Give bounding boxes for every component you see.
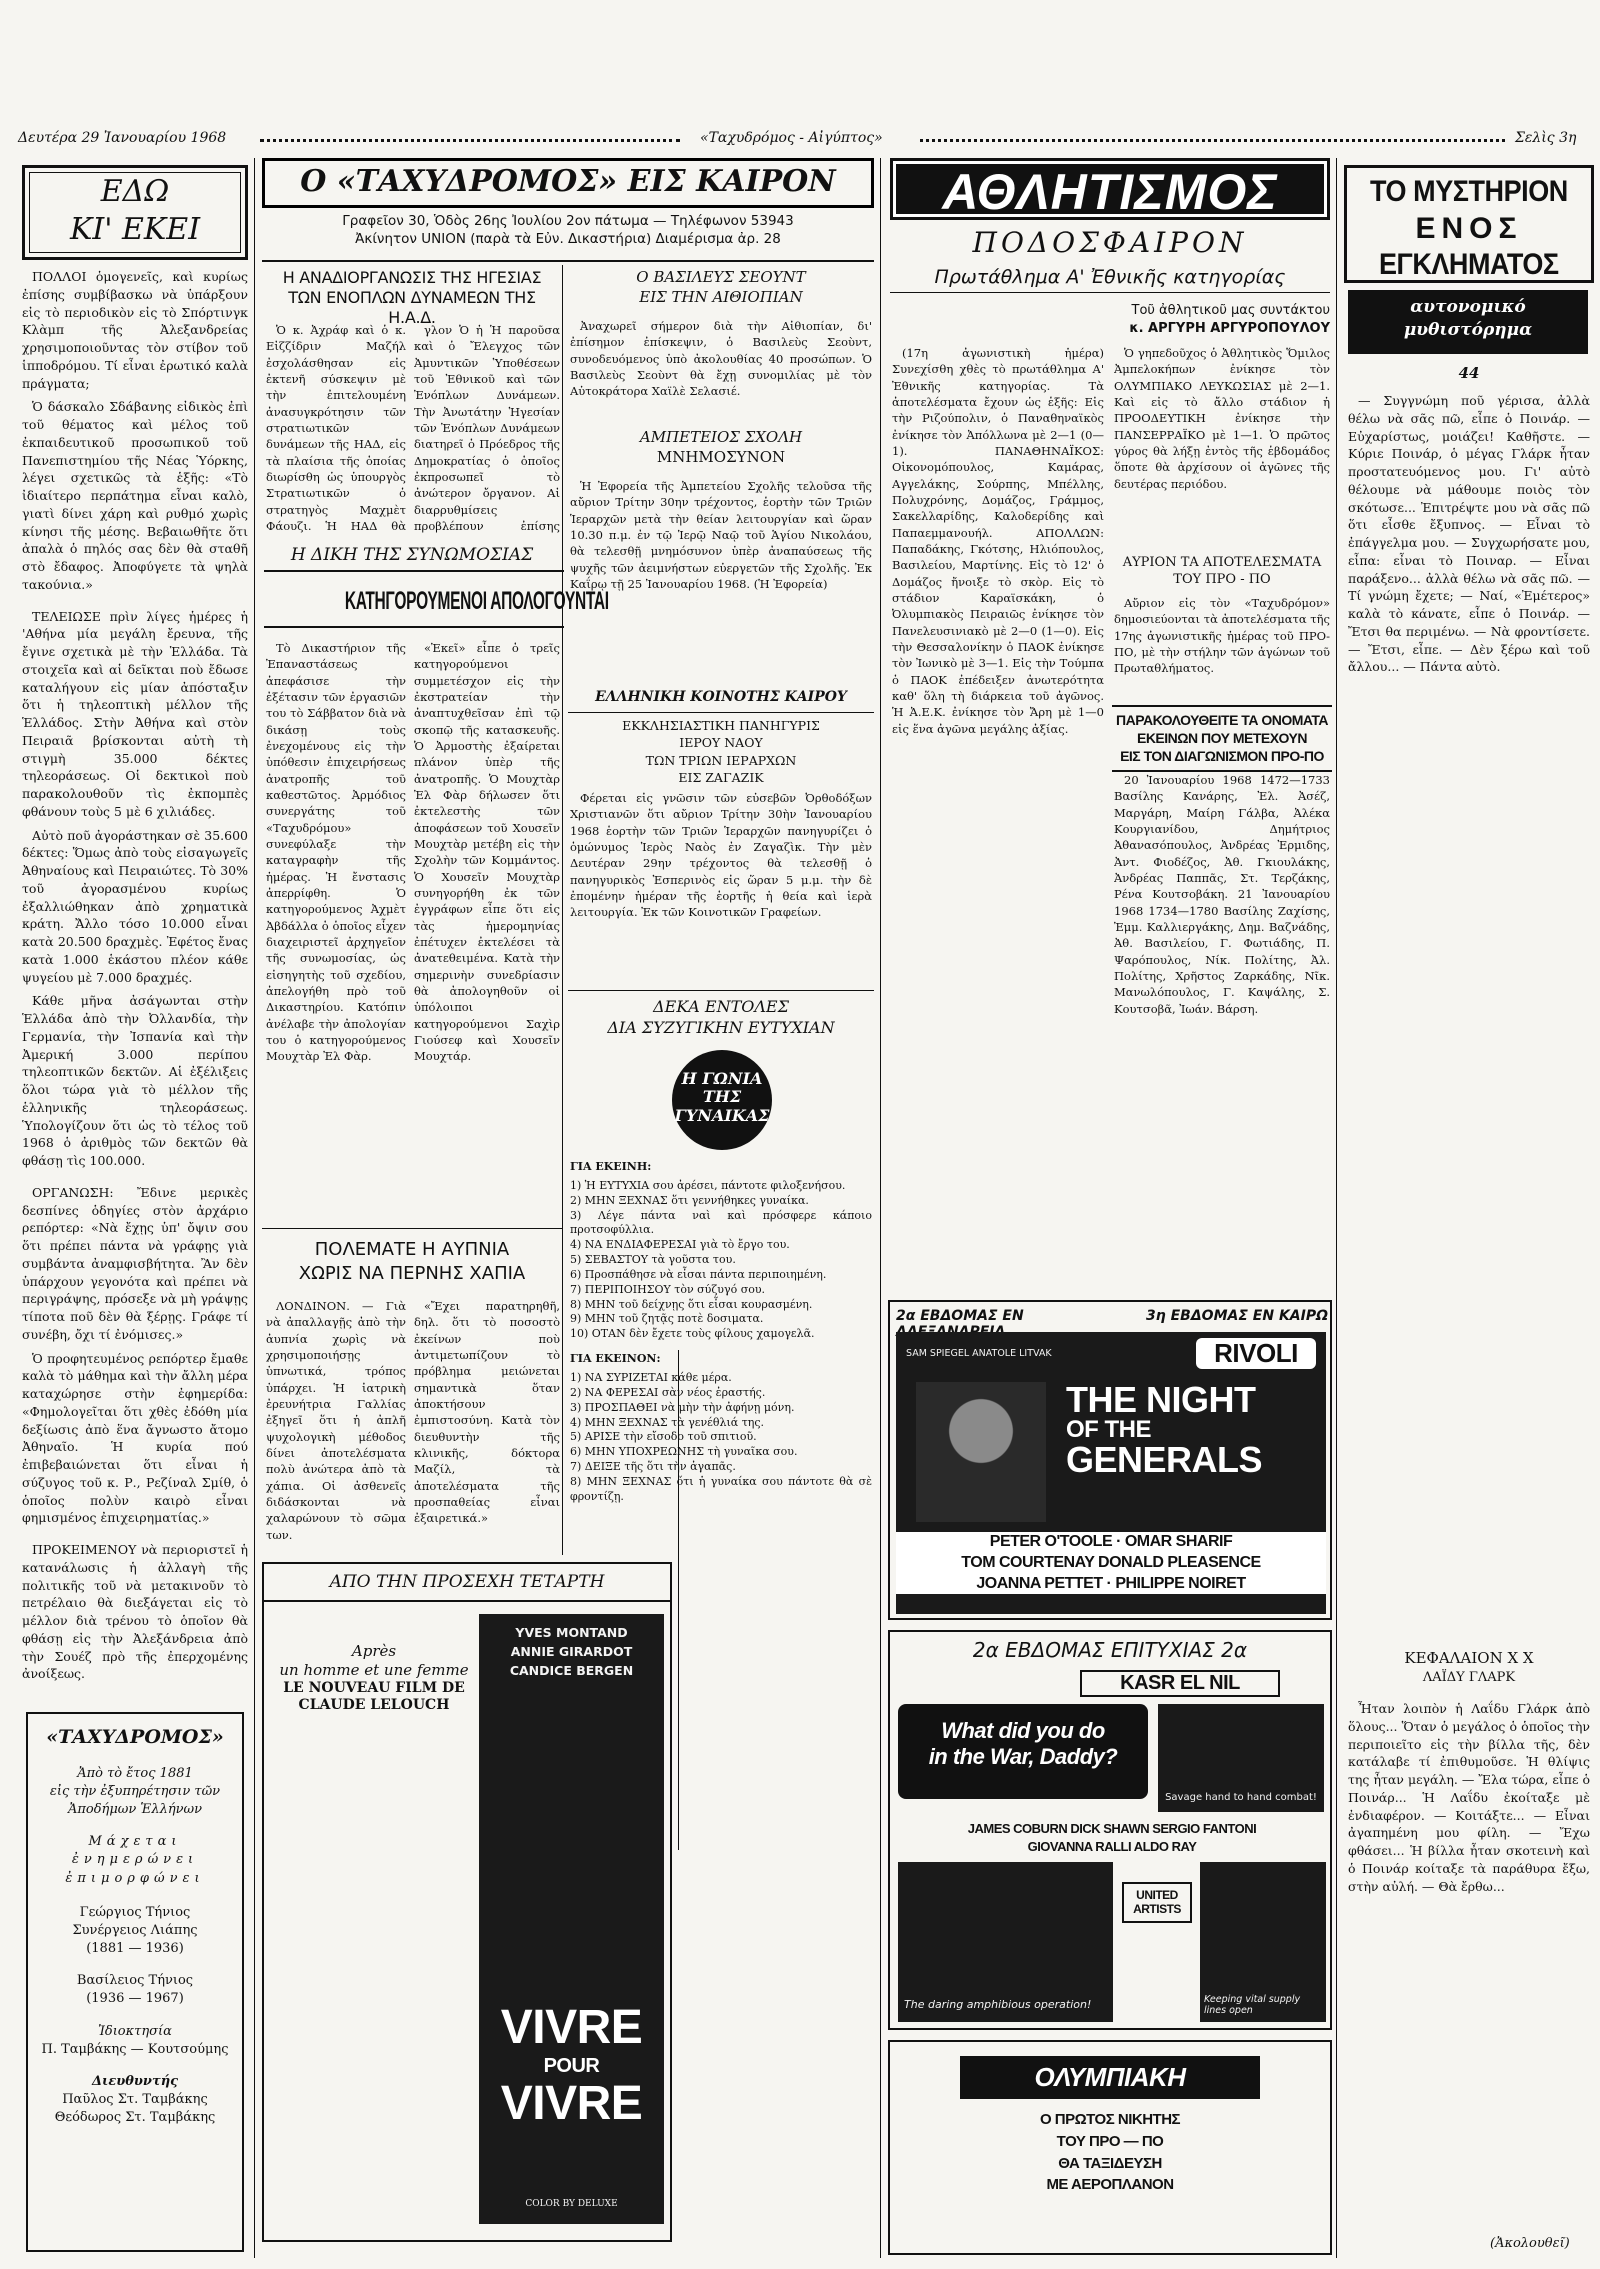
olympiaki-line: Ο ΠΡΩΤΟΣ ΝΙΚΗΤΗΣ: [1039, 2111, 1181, 2128]
commandment-item: 2) ΜΗΝ ΞΕΧΝΑΣ ὅτι γεννήθηκες γυναίκα.: [570, 1193, 809, 1207]
insomnia-col-2: [414, 1298, 560, 1548]
sports-byline: [1080, 302, 1330, 337]
column-rule: [254, 158, 255, 2258]
commandment-item: 7) ΔΕΙΞΕ τῆς ὅτι τὴν ἀγαπᾶς.: [570, 1460, 736, 1474]
reorg-col-1: [266, 322, 406, 534]
propo-names-title: ΠΑΡΑΚΟΛΟΥΘΕΙΤΕ ΤΑ ΟΝΟΜΑΤΑ: [1116, 712, 1328, 728]
film-prev: un homme et une femme: [279, 1660, 469, 1679]
edo-column: [22, 268, 248, 1703]
commandment-item: 4) ΜΗΝ ΞΕΧΝΑΣ τὰ γενέθλιά της.: [570, 1415, 765, 1429]
mystery-chapter-sub: ΛΑΪΔΥ ΓΛΑΡΚ: [1422, 1670, 1516, 1685]
badge-line: Η ΓΩΝΙΑ: [681, 1069, 763, 1088]
king-title-line: ΕΙΣ ΤΗΝ ΑΙΘΙΟΠΙΑΝ: [639, 287, 803, 306]
propo-names-headline: [1112, 705, 1332, 772]
church-sub: ΕΙΣ ΖΑΓΑΖΙΚ: [678, 770, 764, 786]
mystery-badge: [1348, 290, 1588, 354]
trial-kicker: Η ΔΙΚΗ ΤΗΣ ΣΥΝΩΜΟΣΙΑΣ: [290, 545, 534, 565]
reorg-col-2: [414, 322, 560, 534]
masthead-director: Παῦλος Στ. Ταμβάκης: [62, 2092, 208, 2108]
apres-block: [274, 1642, 474, 1715]
propo-body: [1114, 595, 1330, 695]
king-title-line: Ο ΒΑΣΙΛΕΥΣ ΣΕΟΥΝΤ: [636, 268, 806, 286]
kasr-tagline-art: [1158, 1704, 1324, 1812]
insomnia-headline: [264, 1238, 560, 1287]
church-headline: [568, 688, 874, 787]
edo-paragraph: Κάθε μῆνα ἀσάγωνται στὴν Ἑλλάδα ἀπὸ τὴν Ὀλλανδία, τὴν Γερμανία, τὴν Ἰσπανία καὶ τὴν Ἀμερική 3.000 περίπου τηλεοπτικῶν δεκτῶν. Αἱ ἐξέλιξεις ὅλοι τώρα γιὰ τὸ μέλλον τῆς ἑλληνικῆς τηλεοράσεως. Ὑπολογίζουν ὅτι ὡς τὸ τέλος τοῦ 1968 ὁ ἀριθμὸς τῶν δεκτῶν θὰ φθάσῃ τὶς 100.000.: [22, 993, 248, 1168]
mystery-title-line: ΕΝΟΣ: [1415, 211, 1523, 245]
insomnia-col-1: [266, 1298, 406, 1548]
propo-title: ΤΟΥ ΠΡΟ - ΠΟ: [1173, 571, 1271, 587]
propo-text: Αὔριον εἰς τὸν «Ταχυδρόμον» δημοσιεύονται τὰ ἀποτελέσματα τῆς 17ης ἀγωνιστικῆς ἡμέρας τοῦ ΠΡΟ-ΠΟ, μὲ τὴν στήλην τῶν ἀγώνων τοῦ Πρωταθλήματος.: [1114, 596, 1330, 676]
mystery-chapter-num: 44: [1458, 364, 1480, 382]
commandment-item: 2) ΝΑ ΦΕΡΕΣΑΙ σὰν νέος ἐραστής.: [570, 1385, 766, 1399]
badge-line: ΤΗΣ: [702, 1087, 742, 1107]
mystery-continued: (Ἀκολουθεῖ): [1490, 2236, 1570, 2251]
commandment-item: 6) Προσπάθησε νὰ εἶσαι πάντα περιποιημένη.: [570, 1267, 827, 1281]
edo-paragraph: ΠΡΟΚΕΙΜΕΝΟΥ νὰ περιοριστεῖ ἡ κατανάλωσις ἡ ἀλλαγὴ τῆς πολιτικῆς τοῦ νὰ μετακινοῦν τὸ πετρέλαιο θὰ διεξάγεται εἰς τὸ μέλλον διὰ τρένου τὸ ὁποῖον θὰ φθάσῃ εἰς τὴν Ἀλεξάνδρεια ἀπὸ τὴν Σουέζ πρὸ τῆς ἐπερχομένης ἀνοίξεως.: [22, 1542, 248, 1682]
memorial-title-line: ΜΝΗΜΟΣΥΝΟΝ: [656, 447, 786, 466]
film-cast: CANDICE BERGEN: [509, 1662, 634, 1678]
rivoli-title-line: GENERALS: [1066, 1439, 1263, 1480]
propo-names-title: ΕΙΣ ΤΟΝ ΔΙΑΓΩΝΙΣΜΟΝ ΠΡΟ-ΠΟ: [1120, 748, 1324, 765]
taxydromos-masthead-box: [26, 1712, 244, 2252]
column-rule: [1336, 158, 1337, 2258]
byline-line: κ. ΑΡΓΥΡΗ ΑΡΓΥΡΟΠΟΥΛΟΥ: [1129, 320, 1330, 336]
rivoli-label-left: 2α ΕΒΔΟΜΑΣ ΕΝ: [896, 1308, 1024, 1324]
rivoli-cast-line: JOANNA PETTET · PHILIPPE NOIRET: [976, 1574, 1246, 1592]
kasr-studio: UNITED ARTISTS: [1122, 1882, 1192, 1923]
olympiaki-title: ΟΛΥΜΠΙΑΚΗ: [960, 2056, 1260, 2099]
commandments-section: ΓΙΑ ΕΚΕΙΝΟΝ:: [570, 1352, 661, 1366]
king-headline: [568, 268, 874, 307]
olympiaki-line: ΜΕ ΑΕΡΟΠΛΑΝΟΝ: [1046, 2176, 1174, 2194]
running-header-date: Δευτέρα 29 Ἰανουαρίου 1968: [18, 130, 227, 146]
masthead-slogan: Μάχεται ἐνημερώνει ἐπιμορφώνει: [65, 1834, 205, 1886]
church-sub: ΕΚΚΛΗΣΙΑΣΤΙΚΗ ΠΑΝΗΓΥΡΙΣ: [622, 717, 820, 733]
masthead-label: Ἰδιοκτησία: [98, 2023, 172, 2039]
church-body: [570, 790, 872, 980]
edo-paragraph: ΤΕΛΕΙΩΣΕ πρὶν λίγες ἡμέρες ἡ 'Αθήνα μία μεγάλη ἔρευνα, τῆς ἔγινε σχετικὰ μὲ τὴν Ἑλλάδα. Τὰ στοιχεῖα καὶ αἱ δεῖκται ποὺ ἔδωσε καταλήγουν εἰς μίαν ἀπόσταξιν ὅτι ἡ τηλεοπτικὴ μέλλον τῆς Ἑλλάδος. Στὴν Ἀθήνα καὶ στὸν Πειραιᾶ βρίσκονται αὐτὴ τὴ στιγμὴ 35.000 δέκτες τηλεοράσεως. Οἱ δεκτικοὶ ποὺ παρακολουθοῦν τὶς ἐκπομπὲς φθάνουν τοὺς 5 μὲ 6 χιλιάδες.: [22, 608, 248, 819]
kasr-photo-left: [898, 1862, 1113, 2022]
kasr-title-line: in the War, Daddy?: [928, 1744, 1118, 1770]
rivoli-label-right: 3η ΕΒΔΟΜΑΣ ΕΝ ΚΑΙΡΩ: [1146, 1308, 1328, 1324]
rivoli-title-line: THE NIGHT: [1066, 1379, 1256, 1420]
sports-col-2: [1114, 345, 1330, 550]
kasr-title-line: What did you do: [941, 1718, 1105, 1743]
sports-col-1: [892, 345, 1104, 1295]
mystery-body-2: [1348, 1700, 1590, 2232]
trial-col-1: [266, 640, 406, 1215]
sports-text: Ὁ γηπεδοῦχος ὁ Ἀθλητικὸς Ὅμιλος Ἀμπελοκήπων ἐνίκησε τὸν ΟΛΥΜΠΙΑΚΟ ΛΕΥΚΩΣΙΑΣ μὲ 2—1. Καὶ εἰς τὸ ἄλλο στάδιον ἡ ΠΡΟΟΔΕΥΤΙΚΗ ἐνίκησε τὴν ΠΑΝΣΕΡΡΑΪΚΟ μὲ 1—1. Ὁ πρῶτος γύρος θὰ λήξῃ ἐντὸς τῆς ἑβδομάδος ὅποτε θὰ ἀρχίσουν οἱ ἀγῶνες τῆς δευτέρας περιόδου.: [1114, 346, 1330, 491]
edo-title-line2: ΚΙ' ΕΚΕΙ: [69, 212, 201, 247]
memorial-headline: [568, 428, 874, 467]
wednesday-ad-title: ΑΠΟ ΤΗΝ ΠΡΟΣΕΧΗ ΤΕΤΑΡΤΗ: [264, 1564, 670, 1602]
film-label: LE NOUVEAU FILM DE: [283, 1679, 465, 1696]
rivoli-ad-box: [888, 1300, 1332, 1620]
church-text: Φέρεται εἰς γνῶσιν τῶν εὐσεβῶν Ὀρθοδόξων Χριστιανῶν ὅτι αὔριον Τρίτην 30ὴν Ἰανουαρίου 1968 ἑορτὴν τῶν Τριῶν Ἱεραρχῶν πανηγυρίζει ὁ ὁμώνυμος Ἱερὸς Ναὸς ἐν Ζαγαζὶκ. Τὴν μὲν Δευτέραν 29ην τρέχοντος θὰ τελεσθῇ ὁ πανηγυρικὸς Ἑσπερινὸς εἰς ὥραν 5 μ.μ. τὴν δὲ ἐπομένην ἡμέραν τῆς ἑορτῆς ἡ θεία καὶ ἱερὰ λειτουργία. Ἐκ τῶν Κοινοτικῶν Γραφείων.: [570, 791, 872, 920]
commandments-headline: [568, 990, 874, 1039]
mystery-text: — Συγγνώμη ποῦ γέρισα, ἀλλὰ θέλω νὰ σᾶς πῶ, εἶπε ὁ Ποινάρ. — Εὐχαρίστως, μοιάζει! Καθῆστε. — Κύριε Ποινάρ, ὁ μέγας Γλάρκ ἦταν προστατευόμενος μου. Γι' αὐτὸ θέλουμε νὰ μάθουμε ποιὸς τὸν σκότωσε... Ἐπιτρέψτε μου νὰ σᾶς πῶ ὅτι εἶσθε ἔξυπνος. — Εἶναι τὸ ἐπάγγελμα μου. — Συγχωρήσατε μου, εἶπα: εἶναι τὸ Ποιναρ. — Εἶναι παράξενο... ἀλλὰ θέλω νὰ σᾶς πῶ. — Τί γνώμη ἔχετε; — Ναί, «Ἐμέτερος» καλὰ τὸ κάνατε, εἶπε ὁ Ποινάρ. — Ἔτσι θα περιμένω. — Νὰ φροντίσετε. — Ἔτσι, εἶπε. — Δὲν ξέρω καὶ τοῦ ἄλλου... — Πάντα αὐτὸ.: [1348, 393, 1590, 675]
memorial-title-line: ΑΜΠΕΤΕΙΟΣ ΣΧΟΛΗ: [639, 428, 803, 446]
section-rule: [262, 260, 874, 262]
mystery-title-line: ΤΟ ΜΥΣΤΗΡΙΟΝ: [1370, 175, 1568, 208]
masthead-line: εἰς τὴν ἐξυπηρέτησιν τῶν Ἀποδήμων Ἑλλήνων: [49, 1783, 221, 1817]
kasr-cinema: KASR EL NIL: [1080, 1670, 1280, 1697]
commandment-item: 1) Ἡ ΕΥΤΥΧΙΑ σου ἀρέσει, πάντοτε φιλοξενήσου.: [570, 1178, 846, 1192]
film-director: CLAUDE LELOUCH: [298, 1697, 450, 1713]
column-rule: [880, 158, 881, 2258]
propo-names-body: [1114, 772, 1330, 1292]
rivoli-title: [1066, 1379, 1316, 1480]
commandment-item: 4) ΝΑ ΕΝΔΙΑΦΕΡΕΣΑΙ γιὰ τὸ ἔργο του.: [570, 1238, 790, 1252]
commandment-item: 5) ΑΡΙΣΕ τὴν εἴσοδο τοῦ σπιτιοῦ.: [570, 1430, 757, 1444]
insomnia-text: «Ἔχει παρατηρηθῆ, δηλ. ὅτι τὸ ποσοστὸ ἐκείνων ποὺ ἀντιμετωπίζουν τὸ πρόβλημα μειώνεται σημαντικὰ ὅταν ἀποκτήσουν ἐμπιστοσύνη. Κατὰ τὸν διευθυντὴν τῆς κλινικῆς, δόκτορα Μαζίλ, τὰ ἀποτελέσματα τῆς προσπαθείας εἶναι ἐξαιρετικά.»: [414, 1299, 560, 1526]
reorg-title: Η ΑΝΑΔΙΟΡΓΑΝΩΣΙΣ ΤΗΣ ΗΓΕΣΙΑΣ ΤΩΝ ΕΝΟΠΛΩΝ ΔΥΝΑΜΕΩΝ ΤΗΣ Η.Α.Δ.: [282, 268, 542, 327]
rivoli-title-line: OF THE: [1066, 1416, 1151, 1443]
church-title: ΕΛΛΗΝΙΚΗ ΚΟΙΝΟΤΗΣ ΚΑΙΡΟΥ: [568, 688, 874, 713]
masthead-line: Ἀπὸ τὸ ἔτος 1881: [77, 1765, 193, 1781]
masthead-years: (1881 — 1936): [86, 1941, 184, 1957]
commandment-item: 8) ΜΗΝ τοῦ δείχνῃς ὅτι εἶσαι κουρασμένη.: [570, 1297, 813, 1311]
edo-paragraph: ΟΡΓΑΝΩΣΗ: Ἔδινε μερικὲς δεσπίνες ὁδηγίες στὸν ἀρχάριο ρεπόρτερ: «Νὰ ἔχῃς ὑπ' ὄψιν σου ὅτι πρέπει πάντα νὰ γράφῃς γιὰ συμβάντα ἀναμφισβήτητα. Ἂν δὲν ὑπάρχουν γεγονότα καὶ πρέπει νὰ περιγράψης, πρόσεξε νὰ μὴ γράψῃς τίποτα ποῦ δὲν θὰ ξέρῃς. Γράφε τί συνέβη, ὄχι τί ἐνόμισες.»: [22, 1184, 248, 1342]
running-header-page: Σελὶς 3η: [1515, 130, 1577, 146]
king-body: [570, 318, 872, 418]
kasr-photo-right: [1200, 1862, 1326, 2022]
byline-line: Τοῦ ἀθλητικοῦ μας συντάκτου: [1131, 303, 1330, 318]
edo-title-box: [22, 165, 248, 260]
church-sub: ΙΕΡΟΥ ΝΑΟΥ: [679, 735, 763, 751]
insomnia-title: ΧΩΡΙΣ ΝΑ ΠΕΡΝΗΣ ΧΑΠΙΑ: [298, 1263, 526, 1285]
cairo-title: Ο «ΤΑΧΥΔΡΟΜΟΣ» ΕΙΣ ΚΑΙΡΟΝ: [300, 164, 836, 199]
film-title-big: VIVRE: [500, 2077, 643, 2130]
trial-text: «Ἐκεῖ» εἶπε ὁ τρεῖς κατηγορούμενοι συμμετέσχον εἰς τὴν ἐκστρατείαν τὴν ἀναπτυχθεῖσαν ἐπὶ τῷ σκοπῷ τῆς κατασκευῆς. Ὁ Ἀρμοστὴς ἐξαίρεται πλάνον ὑπὲρ τῆς ἀνατροπῆς. Ὁ Μουχτὰρ Ἐλ Φὰρ δήλωσεν ὅτι ἐκτελεστὴς τῶν ἀποφάσεων τοῦ Χουσεῖν Μουχτὰρ μετέβη εἰς τὴν Σχολὴν τῶν Κομμάντος. Ὁ Χουσεῖν Μουχτὰρ συνηγορήθη ἐκ τῶν ἐγγράφων εἶπε ὅτι εἰς τὰς ἡμερομηνίας ἐπέτυχεν ἐκτελέσει τὰ ἀνατεθειμένα. Κατὰ τὴν σημερινὴν συνεδρίασιν θὰ ἀπολογηθοῦν οἱ ὑπόλοιποι κατηγορούμενοι Σαχὶρ Γιούσεφ καὶ Χουσεῖν Μουχτάρ.: [414, 641, 560, 1064]
kasr-caption: The daring amphibious operation!: [904, 1998, 1092, 2011]
cairo-address: [262, 212, 874, 248]
kasr-cast: [894, 1820, 1330, 1855]
column-rule: [562, 265, 563, 1555]
edo-paragraph: Ὁ προφητευμένος ρεπόρτερ ἔμαθε καλὰ τὸ μάθημα καὶ τὴν ἄλλη μέρα καταχώρησε στὴν ἐφημερίδα: «Φημολογεῖται ὅτι χθὲς ἐδόθη μία δεξίωσις ἀπὸ ἕνα ἄγνωστο ἄτομο Ἀθηναῖο. Ἡ κυρία πού ἐπιβεβαιώνεται ὅτι εἶναι ἡ σύζυγος τοῦ κ. Ρ., Ρεζίναλ Σμίθ, ὁ ὁποῖος πολὺν καιρὸ εἶναι φημισμένος ἐπιχειρηματίας.»: [22, 1350, 248, 1526]
film-cast: YVES MONTAND: [515, 1625, 628, 1640]
edo-title-line1: ΕΔΩ: [100, 174, 170, 209]
propo-title: ΑΥΡΙΟΝ ΤΑ ΑΠΟΤΕΛΕΣΜΑΤΑ: [1122, 555, 1322, 570]
sports-banner: [890, 158, 1330, 220]
section-rule: [262, 1228, 562, 1229]
badge-line: ΓΥΝΑΙΚΑΣ: [674, 1105, 770, 1125]
olympiaki-line: ΘΑ ΤΑΞΙΔΕΥΣΗ: [1058, 2154, 1162, 2172]
rivoli-producer: SAM SPIEGEL ANATOLE LITVAK: [906, 1348, 1052, 1359]
film-apres: Après: [351, 1642, 397, 1660]
reorg-text: γλον Ὁ ἡ Ἡ παροῦσα καὶ ὁ Ἔλεγχος τῶν Ἀμυντικῶν Ὑποθέσεων τοῦ Ἐθνικοῦ καὶ τῶν Ἐνόπλων Δυνάμεων. Τὴν Ἀνωτάτην Ἡγεσίαν τῶν Ἐνόπλων Δυνάμεων διατηρεῖ ὁ Πρόεδρος τῆς Δημοκρατίας ὁ ὁποῖος ἐκπροσωπεῖ τὸ ἀνώτερον ὄργανον. Αἱ διαρρυθμίσεις προβλέπουν ἐπίσης: [414, 323, 560, 533]
commandment-item: 3) ΠΡΟΣΠΑΘΕΙ νὰ μὴν τὴν ἀφήνῃ μόνη.: [570, 1400, 795, 1414]
masthead-years: (1936 — 1967): [86, 1991, 184, 2007]
commandment-item: 6) ΜΗΝ ΥΠΟΧΡΕΩΝΗΣ τὴ γυναῖκα σου.: [570, 1445, 798, 1459]
rivoli-cast-line: PETER O'TOOLE · OMAR SHARIF: [989, 1533, 1233, 1550]
propo-names-title: ΕΚΕΙΝΩΝ ΠΟΥ ΜΕΤΕΧΟΥΝ: [1136, 730, 1308, 747]
header-dotted-rule-2: [920, 139, 1505, 142]
commandment-item: 8) ΜΗΝ ΞΕΧΝΑΣ ὅτι ἡ γυναίκα σου πάντοτε θὰ σὲ φροντίζῃ.: [570, 1474, 872, 1503]
propo-names-text: 20 Ἰανουαρίου 1968 1472—1733 Βασίλης Κανάρης, Ἐλ. Ἀσέζ, Μαργάρη, Μαίρη Γάλβα, Ἀλέκα Κουργιανίδου, Δημήτριος Ἀθανασόπουλος, Ἀνδρέας Ἐρμιδης, Ἀντ. Φιοδέζος, Ἀθ. Γκιουλάκης, Ἀνδρέας Παππᾶς, Στ. Τερζάκης, Ρένα Κουτσοβάκη. 21 Ἰανουαρίου 1968 1734—1780 Βασίλης Ζαχίσης, Ἐμμ. Καλλιεργάκης, Δημ. Βαζνάδης, Ἀθ. Βασιλείου, Γ. Φωτιάδης, Π. Ψαρόπουλος, Νίκ. Πολίτης, Ἀλ. Πολίτης, Χρῆστος Ζαρκάδης, Νῖκ. Μανωλόπουλος, Γ. Καψάλης, Σ. Κουτσοβᾶ, Ἰωάν. Βάρση.: [1114, 773, 1330, 1016]
edo-paragraph: Ὁ δάσκαλο Σδάβανης εἰδικὸς ἐπὶ τοῦ θέματος καὶ μέλος τοῦ ἐκπαιδευτικοῦ προσωπικοῦ τοῦ Πανεπιστημίου τῆς Νέας Ὑόρκης, λέγει σχετικῶς τὰ ἑξῆς: «Τὸ ἰδιαίτερο περπάτημα εἶναι καλὸ, γιατὶ δίνει χάρη καὶ ρυθμό χωρὶς κίνησι τῆς μέσης. Βεβαιωθῆτε ὅτι ἀπαλὰ ὁ πηλός σας δὲν θὰ σταθῆ στὸ ἔδαφος. Ἀποφύγετε τὰ ψηλὰ τακούνια.»: [22, 399, 248, 592]
commandment-item: 3) Λέγε πάντα ναὶ καὶ πρόσφερε κάποιο προτσοφύλλια.: [570, 1208, 872, 1237]
masthead-founder: Βασίλειος Τήνιος: [76, 1973, 194, 1989]
commandments-title: ΔΙΑ ΣΥΖΥΓΙΚΗΝ ΕΥΤΥΧΙΑΝ: [607, 1017, 835, 1037]
mystery-body-1: [1348, 392, 1590, 1632]
insomnia-text: ΛΟΝΔΙΝΟΝ. — Γιὰ νὰ ἀπαλλαγῇς ἀπὸ τὴν ἀυπνία χωρὶς νὰ χρησιμοποιήσῃς ὑπνωτικά, τρόπος ὑπάρχει. Ἡ ἰατρικὴ ἐρευνήτρια Γαλλίας ἐξηγεῖ ὅτι ἡ ἀπλῆ ψυχολογικὴ μέθοδος δίνει ἀποτελέσματα πολὺ ἀνώτερα ἀπὸ τὰ χάπια. Οἱ ἀσθενεῖς διδάσκονται νὰ χαλαρώνουν τὸ σῶμα των.: [266, 1299, 406, 1542]
wednesday-ad-box: [262, 1562, 672, 2242]
rivoli-poster: [896, 1332, 1326, 1614]
masthead-title: «ΤΑΧΥΔΡΟΜΟΣ»: [46, 1726, 224, 1748]
reorg-headline: [264, 268, 560, 328]
running-header-paper: «Ταχυδρόμος - Αἰγύπτος»: [700, 130, 883, 146]
mystery-chapter: ΚΕΦΑΛΑΙΟΝ Χ Χ: [1404, 1649, 1534, 1667]
trial-col-2: [414, 640, 560, 1215]
memorial-body: [570, 478, 872, 678]
kasr-ad-box: [888, 1630, 1332, 2030]
edo-paragraph: Αὐτὸ ποῦ ἀγοράστηκαν σὲ 35.600 δέκτες: Ὅμως ἀπὸ τοὺς εἰσαγωγεῖς Ἀθηναίους καὶ Πειραιώτες. Τὸ 30% τοῦ ἀγορασμένου κυρίως ἐξαλλιώθηκαν ἀπὸ χρηματικὰ κράτη. Ἄλλο τόσο 10.000 εἶναι κατὰ 20.500 δραχμὲς. Ἐφέτος ἔνας κατὰ 1.000 ἑκάστου πλέον κάθε ψυγείου μὲ 7.000 δραχμές.: [22, 827, 248, 985]
commandment-item: 7) ΠΕΡΙΠΟΙΗΣΟΥ τὸν σύζυγό σου.: [570, 1282, 766, 1296]
kasr-caption: Keeping vital supply lines open: [1204, 1994, 1301, 2016]
mystery-title-box: [1344, 165, 1594, 283]
memorial-text: Ἡ Ἐφορεία τῆς Ἀμπετείου Σχολῆς τελοῦσα τῆς αὔριον Τρίτην 30ην τρέχοντος, ἑορτὴν τῶν Τριῶν Ἱεραρχῶν μετὰ τὴν θείαν λειτουργίαν καὶ ὥραν 10.30 π.μ. ἐν τῷ Ἱερῷ Ναῷ τοῦ Ἁγίου Νικολάου, θὰ τελεσθῇ μνημόσυνον ὑπὲρ ἀναπαύσεως τῆς ψυχῆς τῶν ἀειμνήστων εὐεργετῶν τῆς Σχολῆς. Ἐκ Καΐρῳ τῇ 25 Ἰανουαρίου 1968. (Ἡ Ἐφορεία): [570, 479, 872, 591]
trial-text: Τὸ Δικαστήριον τῆς Ἐπαναστάσεως ἀπεφάσισε τὴν ἐξέτασιν τῶν ἐργασιῶν του τὸ Σάββατον διὰ νὰ δικάσῃ τοὺς ἐνεχομένους εἰς τὴν ὑπόθεσιν ἐπιχειρήσεως ἀνατροπῆς τοῦ καθεστῶτος. Ἀρμόδιος συνεργάτης τοῦ «Ταχυδρόμου» συνεφύλαξε τὴν καταγραφὴν τῆς ἡμέρας. Ἡ ἔνστασις ἀπερρίφθη. Ὁ κατηγορούμενος Ἀχμὲτ Ἀβδάλλα ὁ ὁποῖος εἶχεν διαχειριστεῖ ἀρχηγεῖον τῆς συνωμοσίας, ὡς εἰσηγητὴς τοῦ σχεδίου, ἀπελογήθη πρὸ τοῦ Δικαστηρίου. Κατόπιν ἀνέλαβε τὴν ἀπολογίαν του ὁ κατηγορούμενος Μουχτὰρ Ἐλ Φὰρ.: [266, 641, 406, 1064]
film-title-big: VIVRE: [500, 2001, 643, 2054]
rivoli-figure: [916, 1382, 1046, 1522]
mystery-text: Ἦταν λοιπὸν ἡ Λαΐδυ Γλάρκ ἀπὸ ὅλους... Ὅταν ὁ μεγάλος ὁ ὁποῖος τὴν περιποιεῖτο εἰς τὴν βίλλα τῆς, δὲν κατάλαβε τί ἐπιθυμοῦσε. Ἡ θλίψις της ἦταν μεγάλη. — Ἔλα τώρα, εἶπε ὁ Ποινάρ... Ἡ Λαΐδυ ἐκοίταξε μὲ ἐνδιαφέρον. — Κοιτάξτε... — Εἶναι ἀγαπημένη μου φίλη. — Ἔχω φθάσει... Ἡ βίλλα ἦταν σκοτεινὴ καὶ ὁ Ποινάρ κοίταξε τὰ παράθυρα ἔξω, στὴν αὐλή. — Θὰ ἔρθω...: [1348, 1701, 1590, 1894]
sports-banner-text: ΑΘΛΗΤΙΣΜΟΣ: [942, 164, 1278, 220]
commandment-item: 1) ΝΑ ΣΥΡΙΖΕΤΑΙ κάθε μέρα.: [570, 1370, 732, 1384]
football-heading: ΠΟΔΟΣΦΑΙΡΟΝ: [972, 226, 1248, 259]
womens-corner-badge: [672, 1050, 772, 1150]
kasr-cast-line: JAMES COBURN DICK SHAWN SERGIO FANTONI: [967, 1821, 1257, 1836]
mystery-title-line: ΕΓΚΛΗΜΑΤΟΣ: [1379, 248, 1559, 282]
rivoli-cast: [896, 1532, 1326, 1594]
vivre-poster: [479, 1614, 664, 2224]
masthead-label: Διευθυντής: [91, 2074, 179, 2090]
kasr-cast-line: GIOVANNA RALLI ALDO RAY: [1027, 1838, 1197, 1854]
olympiaki-box: [888, 2040, 1332, 2255]
sports-text: (17η ἀγωνιστικὴ ἡμέρα) Συνεχίσθη χθὲς τὸ πρωτάθλημα Α' Ἐθνικῆς κατηγορίας. Τὰ ἀποτελέσματα ἔχουν ὡς ἑξῆς: Εἰς τὴν Ριζούπολιν, ὁ Παναθηναϊκὸς ἐνίκησε τὸν Ἀπόλλωνα μὲ 2—1 (0—1). ΠΑΝΑΘΗΝΑΪΚΟΣ: Οἰκονομόπουλος, Καμάρας, Αγγελάκης, Σούρπης, Μπέλλης, Πολυχρόνης, Δομάζος, Γράμμος, Σακελλαρίδης, Καλοδερίδης καὶ Παπαεμμανουήλ. ΑΠΟΛΛΩΝ: Παπαδάκης, Γκότσης, Ηλιόπουλος, Βασιλείου, Μαρτίνης. Εἰς τὸ 12' ὁ Δομάζος ἤνοιξε τὸ σκὸρ. Εἰς τὸ στάδιον Καραϊσκάκη, ὁ Ὀλυμπιακὸς Πειραιῶς ἐνίκησε τὸν Πανελευσινιακὸ μὲ 2—0 (1—0). Εἰς τὴν Θεσσαλονίκην ὁ ΠΑΟΚ ἐνίκησε τὸν Ἰωνικὸ μὲ 3—1. Εἰς τὴν Τούμπα ὁ ΠΑΟΚ ἐπέδειξεν ἀνωτερότητα καθ' ὅλη τὴ διάρκεια τοῦ ἀγῶνος. Ἡ Ἀ.Ε.Κ. ἐνίκησε τὸν Ἄρη μὲ 1—0 εἰς ἕνα ἀγῶνα μεγάλης ἀξίας.: [892, 346, 1104, 736]
masthead-owner: Π. Ταμβάκης — Κουτσούμης: [41, 2041, 229, 2057]
film-cast: ANNIE GIRARDOT: [510, 1643, 633, 1659]
film-color-note: COLOR BY DELUXE: [525, 2199, 618, 2209]
reorg-text: Ὁ κ. Ἀχράφ καὶ ὁ κ. Εἰζζίδριν Μαζήλ ἐσχολάσθησαν εἰς ἐκτενῆ σύσκεψιν μὲ τὴν ἐπιτελουμένη ἀνασυγκρότησιν τῶν στρατιωτικῶν δυνάμεων τῆς ΗΑΔ, εἰς τὰ πλαίσια τῆς ὁποίας διωρίσθη ὡς ὑπουργὸς Στρατιωτικῶν ὁ στρατηγὸς Μαχμὲτ Φάουζι. Ἡ ΗΑΔ θὰ: [266, 323, 406, 533]
king-text: Ἀναχωρεῖ σήμερον διὰ τὴν Αἰθιοπίαν, δι' ἐπίσημον ἐπίσκεψιν, ὁ Βασιλεὺς Σεοὺντ, συνοδευόμενος ὑπὸ ἀκολουθίας 40 προσώπων. Ὁ Βασιλεὺς Σεοὺντ θὰ ἔχῃ συνομιλίας μὲ τὸν Αὐτοκράτορα Χαϊλὲ Σελασιέ.: [570, 319, 872, 399]
masthead-founder: Γεώργιος Τήνιος: [79, 1904, 191, 1920]
cairo-address-line: Γραφεῖον 30, Ὁδὸς 26ης Ἰουλίου 2ον πάτωμα — Τηλέφωνον 53943: [342, 213, 794, 229]
rivoli-cinema: RIVOLI: [1196, 1338, 1316, 1369]
edo-paragraph: ΠΟΛΛΟΙ ὁμογενεῖς, καὶ κυρίως ἐπίσης συμβίβασκω νὰ ὑπάρξουν εἰς τὸ περιοδικὸν εἰς τὸ Σπόρτινγκ Κλὰμπ τῆς Ἀλεξανδρείας χρησιμοποιοῦντας τὸν στίβον τοῦ ἱπποδρόμου. Τί εἶναι ἐρωτικό καλὰ πράγματα;: [22, 269, 248, 391]
cairo-title-box: [262, 158, 874, 208]
mystery-badge-line: αυτονομικό: [1410, 297, 1526, 317]
olympiaki-line: ΤΟΥ ΠΡΟ — ΠΟ: [1056, 2132, 1164, 2150]
film-title-block: [479, 2001, 664, 2130]
league-subtitle: Πρωτάθλημα Α' Ἐθνικῆς κατηγορίας: [890, 266, 1330, 293]
kasr-label: 2α ΕΒΔΟΜΑΣ ΕΠΙΤΥΧΙΑΣ 2α: [972, 1638, 1248, 1662]
masthead-director: Θεόδωρος Στ. Ταμβάκης: [54, 2110, 216, 2126]
commandments-section: ΓΙΑ ΕΚΕΙΝΗ:: [570, 1160, 652, 1173]
film-title-small: POUR: [543, 2055, 600, 2077]
trial-headline-text: ΚΑΤΗΓΟΡΟΥΜΕΝΟΙ ΑΠΟΛΟΓΟΥΝΤΑΙ: [344, 587, 609, 615]
commandment-item: 10) ΟΤΑΝ δὲν ἔχετε τοὺς φίλους χαμογελᾶ.: [570, 1327, 815, 1341]
masthead-founder: Συνέργειος Λιάπης: [72, 1922, 198, 1938]
header-dotted-rule: [260, 139, 680, 142]
mystery-chapter-heading: [1344, 1648, 1594, 1687]
commandment-item: 5) ΣΕΒΑΣΤΟΥ τὰ γοῦστα του.: [570, 1253, 736, 1267]
cairo-address-line: Ἀκίνητον UNION (παρὰ τὰ Εὐν. Δικαστήρια) Διαμέρισμα ἀρ. 28: [355, 231, 781, 248]
insomnia-title: ΠΟΛΕΜΑΤΕ Η ΑΥΠΝΙΑ: [314, 1239, 510, 1260]
commandment-item: 9) ΜΗΝ τοῦ ζητᾷς ποτὲ δοσιματα.: [570, 1312, 764, 1326]
trial-headline: [264, 570, 609, 628]
kasr-film-title: [898, 1704, 1148, 1799]
propo-headline: [1114, 555, 1330, 589]
commandments-title: ΔΕΚΑ ΕΝΤΟΛΕΣ: [653, 997, 789, 1016]
kasr-tagline: Savage hand to hand combat!: [1165, 1792, 1317, 1803]
mystery-badge-line: μυθιστόρημα: [1403, 319, 1533, 340]
church-sub: ΤΩΝ ΤΡΙΩΝ ΙΕΡΑΡΧΩΝ: [645, 752, 797, 768]
rivoli-cast-line: TOM COURTENAY DONALD PLEASENCE: [961, 1553, 1261, 1571]
